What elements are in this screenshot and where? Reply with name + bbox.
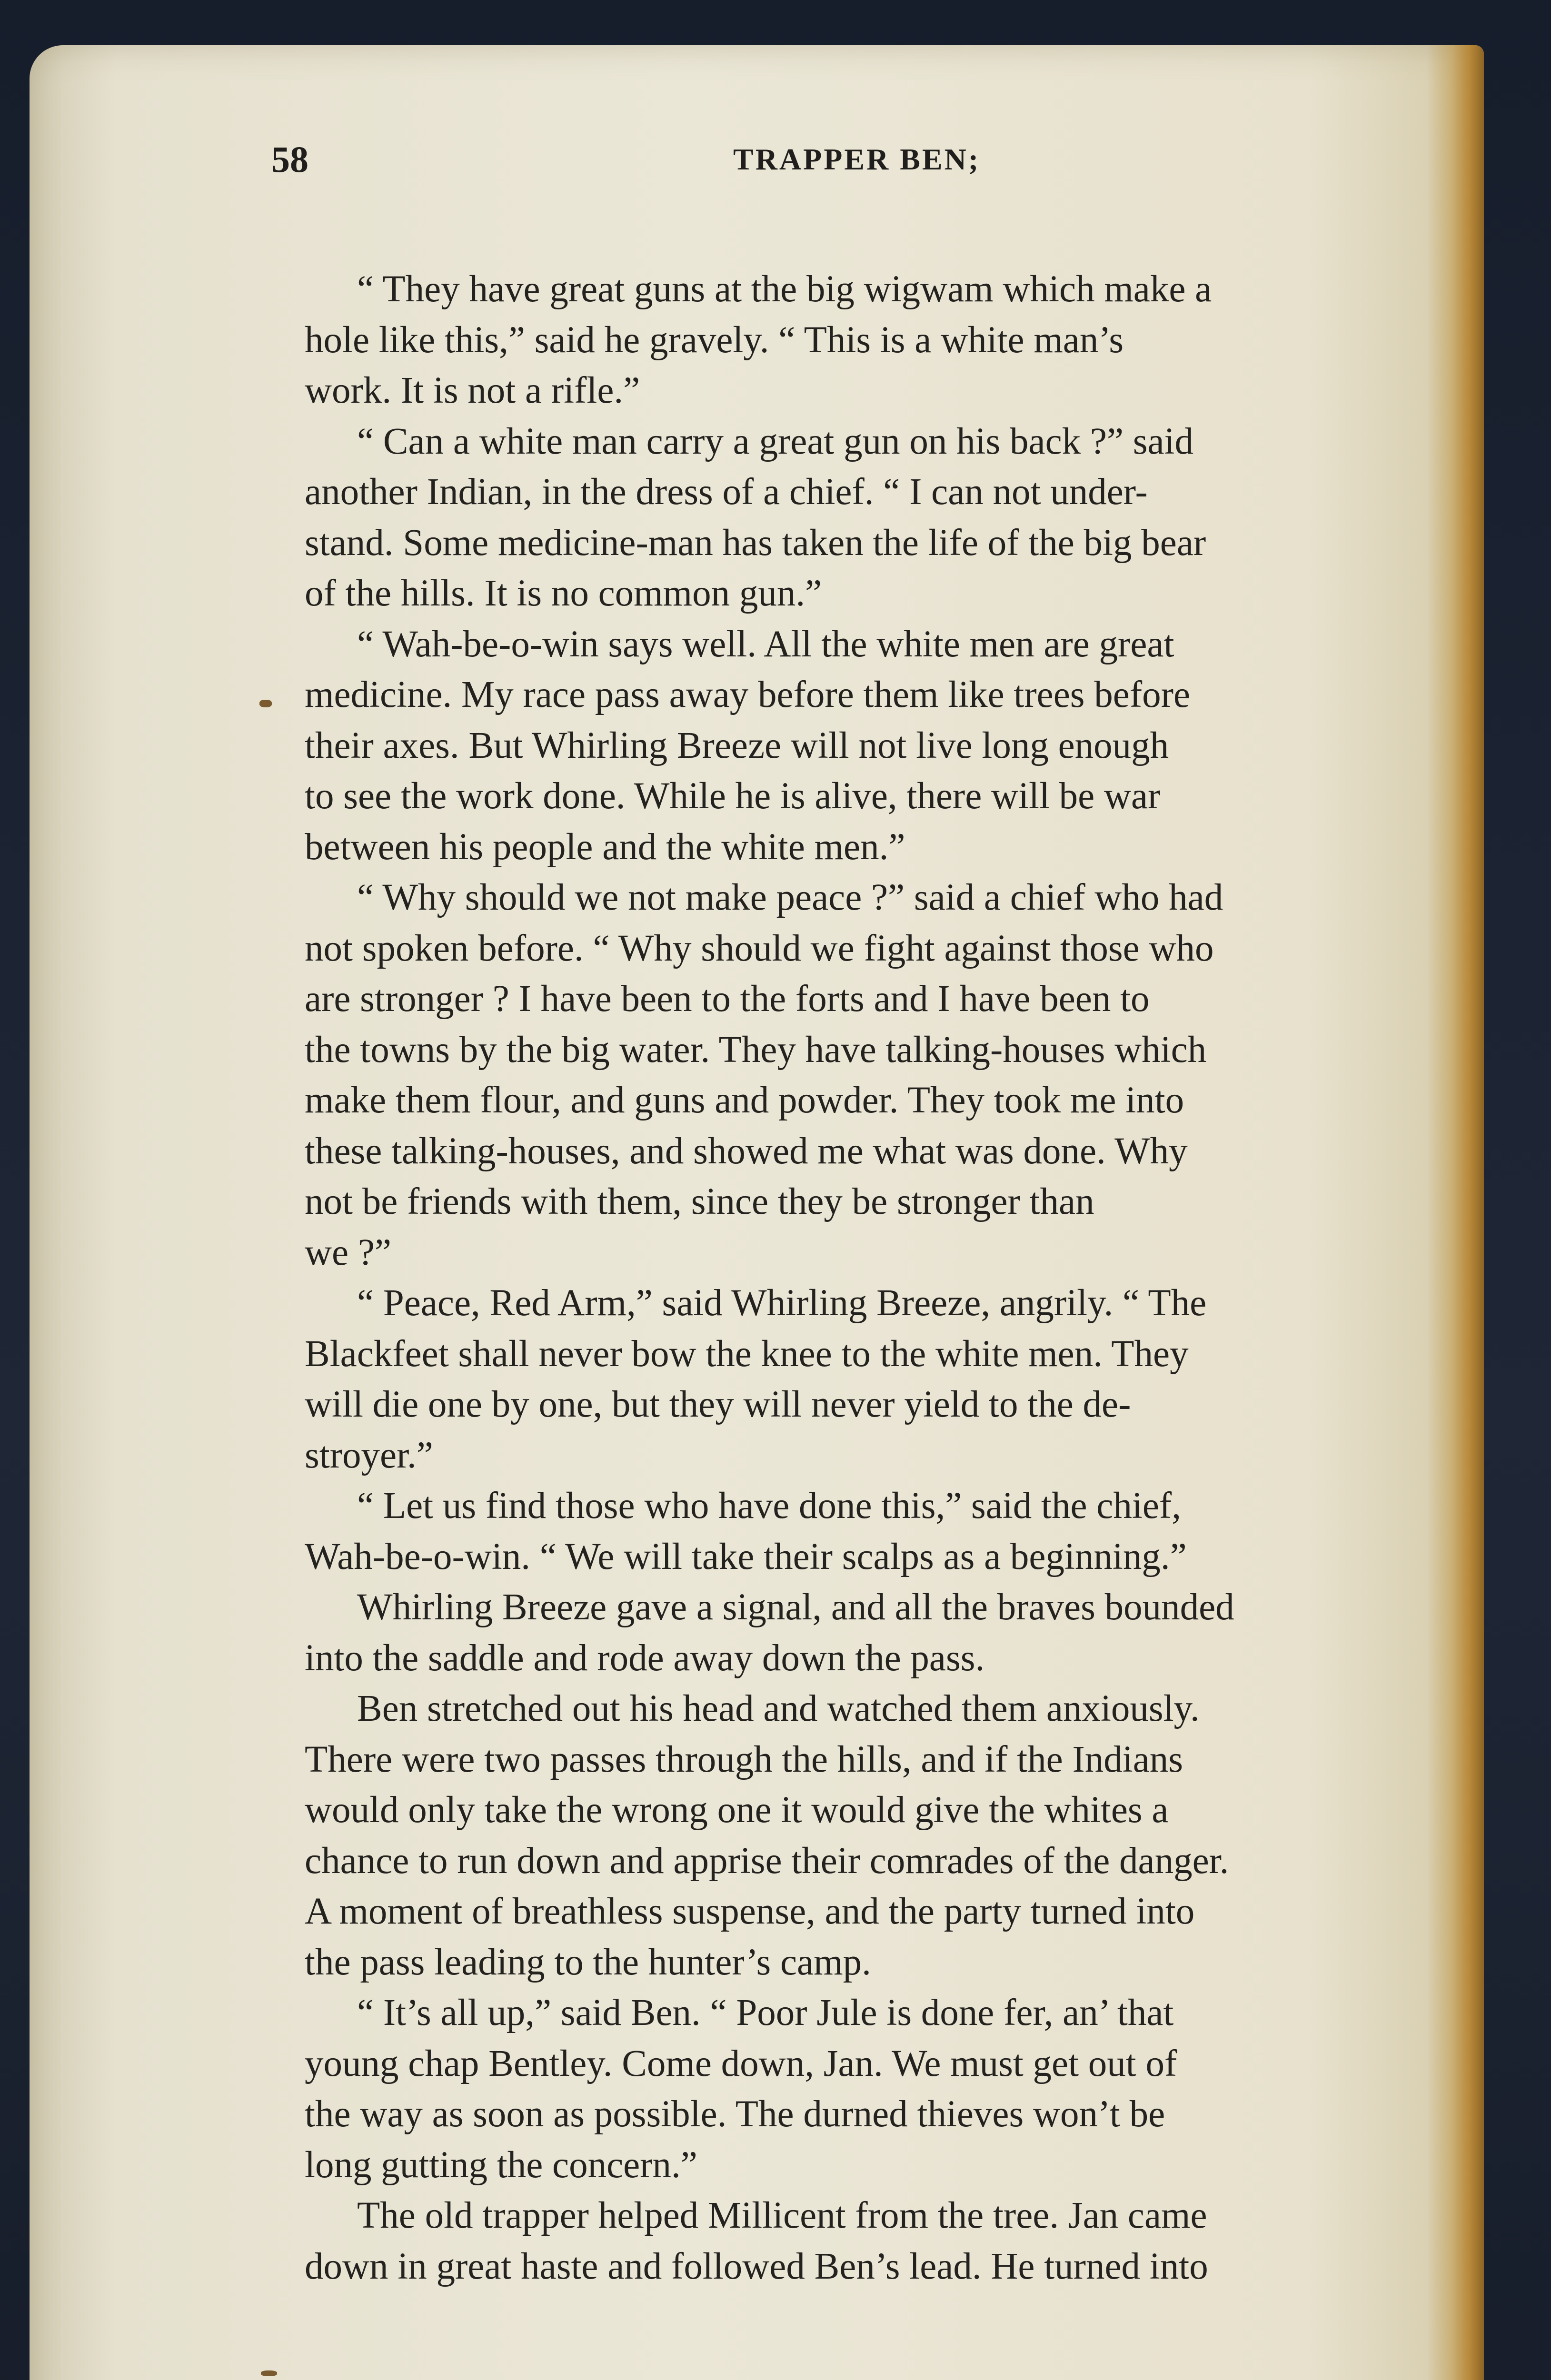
running-title: TRAPPER BEN;	[733, 142, 981, 176]
text-line: “ Wah-be-o-win says well. All the white men are great	[357, 623, 1174, 665]
text-line: “ Why should we not make peace ?” said a chief who had	[357, 877, 1223, 918]
text-line: Whirling Breeze gave a signal, and all the braves bounded	[357, 1587, 1234, 1628]
text-line: the way as soon as possible. The durned thieves won’t be	[305, 2093, 1165, 2135]
text-line: of the hills. It is no common gun.”	[305, 573, 822, 614]
text-line: Wah-be-o-win. “ We will take their scalps as a beginning.”	[305, 1536, 1187, 1577]
text-line: not be friends with them, since they be stronger than	[305, 1181, 1094, 1222]
text-line: stand. Some medicine-man has taken the life of the big bear	[305, 522, 1206, 564]
text-line: Blackfeet shall never bow the knee to the white men. They	[305, 1333, 1189, 1375]
text-line: their axes. But Whirling Breeze will not live long enough	[305, 724, 1169, 766]
text-line: work. It is not a rifle.”	[305, 370, 640, 411]
text-line: would only take the wrong one it would give the whites a	[305, 1789, 1169, 1831]
text-line: long gutting the concern.”	[305, 2144, 697, 2186]
text-line: “ Can a white man carry a great gun on his back ?” said	[357, 420, 1194, 462]
text-line: the pass leading to the hunter’s camp.	[305, 1941, 871, 1983]
text-line: into the saddle and rode away down the pass.	[305, 1637, 985, 1679]
ink-spot	[261, 2370, 277, 2376]
text-line: “ It’s all up,” said Ben. “ Poor Jule is done fer, an’ that	[357, 1992, 1174, 2033]
text-line: There were two passes through the hills, and if the Indians	[305, 1738, 1183, 1780]
text-line: not spoken before. “ Why should we fight against those who	[305, 927, 1214, 969]
text-line: Ben stretched out his head and watched them anxiously.	[357, 1688, 1200, 1729]
text-line: “ Peace, Red Arm,” said Whirling Breeze, angrily. “ The	[357, 1282, 1207, 1324]
text-line: A moment of breathless suspense, and the party turned into	[305, 1891, 1195, 1932]
text-line: chance to run down and apprise their comrades of the danger.	[305, 1840, 1229, 1882]
text-line: hole like this,” said he gravely. “ This is a white man’s	[305, 319, 1124, 361]
text-line: “ Let us find those who have done this,” said the chief,	[357, 1485, 1181, 1527]
text-line: stroyer.”	[305, 1434, 433, 1476]
text-line: to see the work done. While he is alive, there will be war	[305, 775, 1161, 817]
text-line: the towns by the big water. They have talking-houses which	[305, 1029, 1207, 1071]
text-line: will die one by one, but they will never yield to the de-	[305, 1384, 1131, 1425]
text-line: down in great haste and followed Ben’s lead. He turned into	[305, 2245, 1208, 2287]
page-number: 58	[271, 139, 308, 180]
text-line: young chap Bentley. Come down, Jan. We must get out of	[305, 2043, 1177, 2084]
text-line: another Indian, in the dress of a chief. “ I can not under-	[305, 471, 1148, 513]
text-line: these talking-houses, and showed me what was done. Why	[305, 1130, 1188, 1172]
text-line: we ?”	[305, 1231, 391, 1273]
text-line: The old trapper helped Millicent from the tree. Jan came	[357, 2195, 1207, 2236]
text-line: “ They have great guns at the big wigwam which make a	[357, 268, 1212, 310]
text-line: medicine. My race pass away before them like trees before	[305, 674, 1191, 715]
text-line: are stronger ? I have been to the forts and I have been to	[305, 978, 1150, 1020]
text-line: between his people and the white men.”	[305, 826, 905, 868]
body-text	[305, 264, 1495, 2292]
text-line: make them flour, and guns and powder. They took me into	[305, 1080, 1184, 1121]
page-header	[271, 138, 1551, 195]
ink-spot	[259, 700, 272, 707]
